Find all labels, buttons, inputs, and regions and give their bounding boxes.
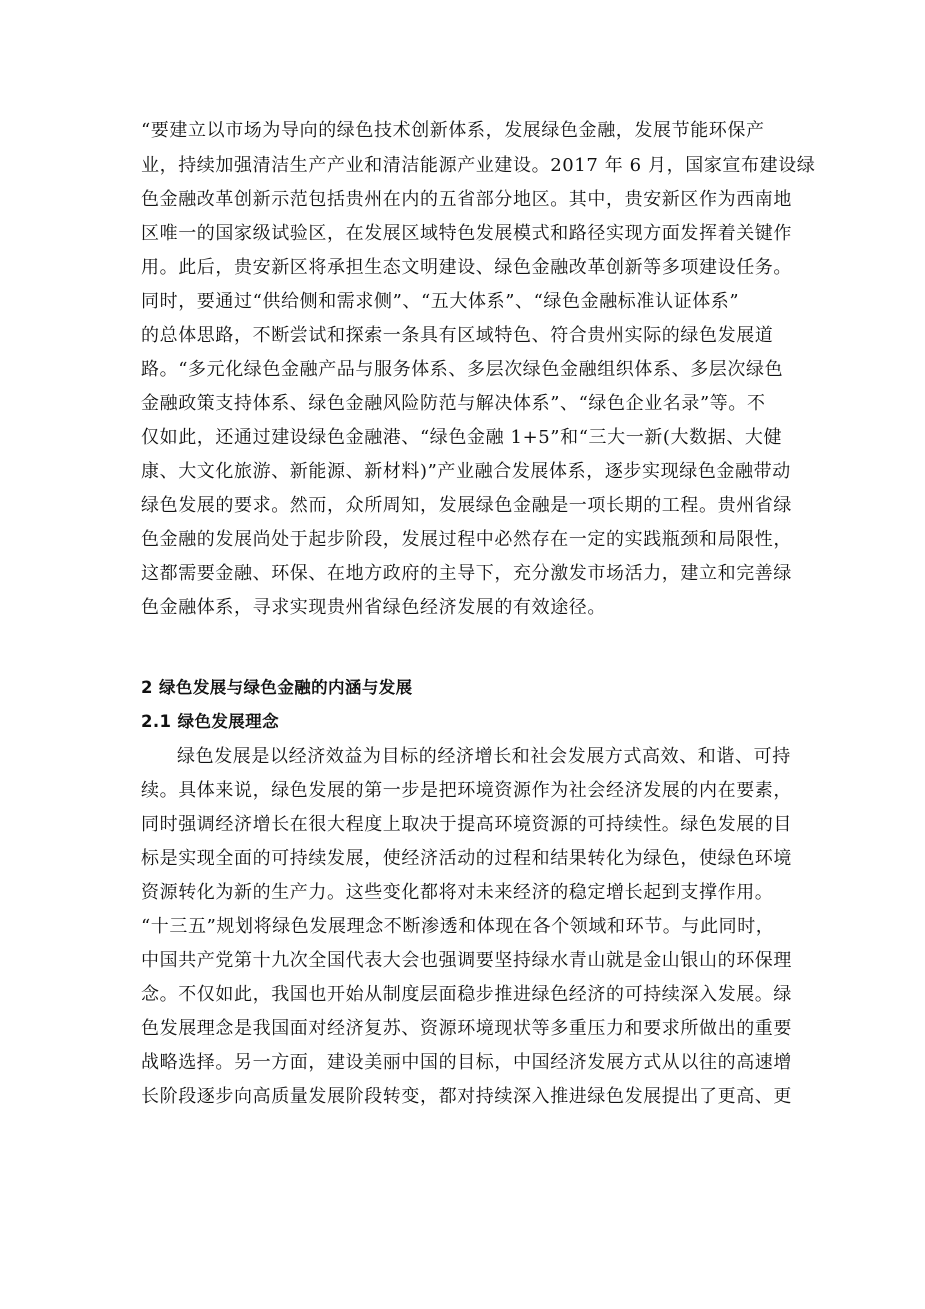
- text-line: 色发展理念是我国面对经济复苏、资源环境现状等多重压力和要求所做出的重要: [141, 1018, 792, 1039]
- text-line: “十三五”规划将绿色发展理念不断渗透和体现在各个领域和环节。与此同时，: [141, 916, 775, 937]
- text-line: 康、大文化旅游、新能源、新材料)”产业融合发展体系，逐步实现绿色金融带动: [141, 461, 791, 482]
- text-line: 区唯一的国家级试验区，在发展区域特色发展模式和路径实现方面发挥着关键作: [141, 223, 792, 244]
- section-heading: 2 绿色发展与绿色金融的内涵与发展: [141, 678, 413, 697]
- text-line: 战略选择。另一方面，建设美丽中国的目标，中国经济发展方式从以往的高速增: [141, 1052, 792, 1073]
- text-line: “要建立以市场为导向的绿色技术创新体系，发展绿色金融，发展节能环保产: [141, 120, 765, 141]
- text-line: 同时强调经济增长在很大程度上取决于提高环境资源的可持续性。绿色发展的目: [141, 814, 792, 835]
- subsection-heading: 2.1 绿色发展理念: [141, 712, 279, 731]
- text-line: 绿色发展是以经济效益为目标的经济增长和社会发展方式高效、和谐、可持: [177, 746, 791, 767]
- text-line: 同时，要通过“供给侧和需求侧”、“五大体系”、“绿色金融标准认证体系”: [141, 291, 740, 312]
- text-line: 的总体思路，不断尝试和探索一条具有区域特色、符合贵州实际的绿色发展道: [141, 325, 774, 346]
- text-line: 仅如此，还通过建设绿色金融港、“绿色金融 1+5”和“三大一新(大数据、大健: [141, 427, 783, 448]
- text-line: 这都需要金融、环保、在地方政府的主导下，充分激发市场活力，建立和完善绿: [141, 563, 792, 584]
- text-line: 用。此后，贵安新区将承担生态文明建设、绿色金融改革创新等多项建设任务。: [141, 257, 792, 278]
- text-line: 念。不仅如此，我国也开始从制度层面稳步推进绿色经济的可持续深入发展。绿: [141, 984, 792, 1005]
- text-line: 色金融体系，寻求实现贵州省绿色经济发展的有效途径。: [141, 597, 606, 618]
- text-line: 标是实现全面的可持续发展，使经济活动的过程和结果转化为绿色，使绿色环境: [141, 848, 792, 869]
- text-line: 资源转化为新的生产力。这些变化都将对未来经济的稳定增长起到支撑作用。: [141, 882, 774, 903]
- text-line: 色金融改革创新示范包括贵州在内的五省部分地区。其中，贵安新区作为西南地: [141, 189, 792, 210]
- text-line: 业，持续加强清洁生产产业和清洁能源产业建设。2017 年 6 月，国家宣布建设绿: [141, 155, 816, 176]
- text-line: 路。“多元化绿色金融产品与服务体系、多层次绿色金融组织体系、多层次绿色: [141, 359, 784, 380]
- text-line: 中国共产党第十九次全国代表大会也强调要坚持绿水青山就是金山银山的环保理: [141, 950, 792, 971]
- text-line: 色金融的发展尚处于起步阶段，发展过程中必然存在一定的实践瓶颈和局限性，: [141, 529, 792, 550]
- text-line: 金融政策支持体系、绿色金融风险防范与解决体系”、“绿色企业名录”等。不: [141, 393, 766, 414]
- text-line: 绿色发展的要求。然而，众所周知，发展绿色金融是一项长期的工程。贵州省绿: [141, 495, 792, 516]
- text-line: 续。具体来说，绿色发展的第一步是把环境资源作为社会经济发展的内在要素，: [141, 780, 792, 801]
- text-line: 长阶段逐步向高质量发展阶段转变，都对持续深入推进绿色发展提出了更高、更: [141, 1086, 792, 1107]
